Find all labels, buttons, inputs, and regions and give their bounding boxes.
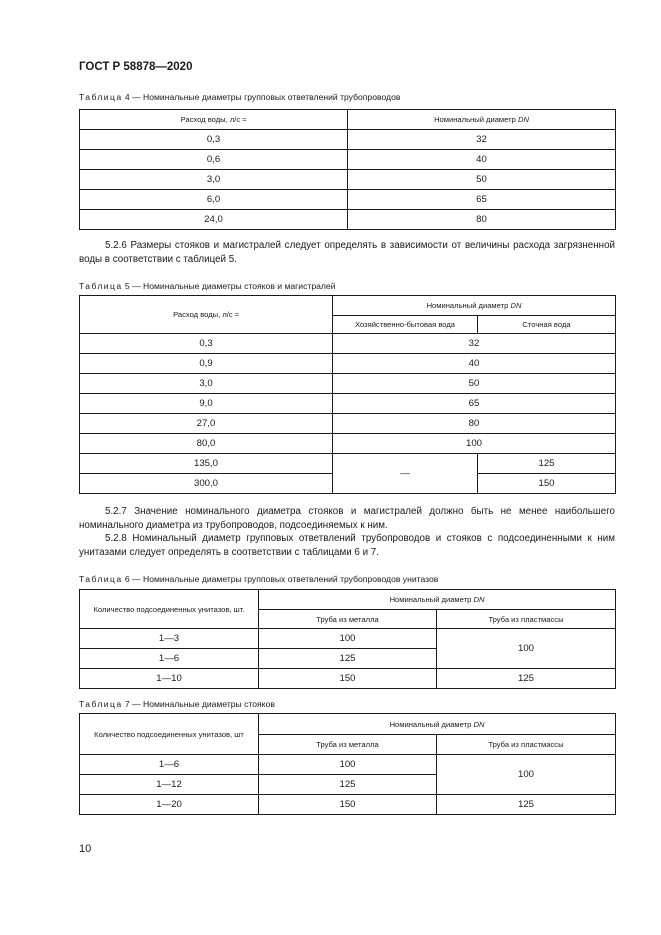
table7-col-plastic: Труба из пластмассы	[437, 735, 616, 755]
table-row	[80, 454, 616, 474]
table5-dn: 50	[333, 374, 616, 394]
table5-flow: 27,0	[80, 414, 333, 434]
table4-flow: 24,0	[80, 210, 348, 230]
paragraphs-5-2-7-5-2-8	[79, 505, 615, 559]
paragraph-5-2-6	[79, 239, 615, 266]
table6-col-dn-symbol: DN	[473, 595, 485, 604]
table4-dn: 65	[348, 190, 616, 210]
table-row	[80, 354, 616, 374]
table7-col-count: Количество подсоединенных унитазов, шт	[80, 714, 259, 755]
table4-col-dn	[348, 110, 616, 130]
table4-caption	[79, 92, 400, 102]
table4-caption-text: 4 — Номинальные диаметры групповых ответвлений трубопроводов	[124, 92, 401, 102]
paragraph-5-2-6-text: 5.2.6 Размеры стояков и магистралей следует определять в зависимости от величины расхода загрязненной воды в соответствии с таблицей 5.	[79, 240, 615, 265]
table5-caption-text: 5 — Номинальные диаметры стояков и магистралей	[124, 281, 336, 291]
table6-metal-dn: 125	[259, 649, 437, 669]
table6-plastic-dn: 100	[437, 629, 616, 669]
table6-col-dn-text: Номинальный диаметр	[389, 595, 472, 604]
table7-metal-dn: 125	[259, 775, 437, 795]
table-row	[80, 394, 616, 414]
table-row	[80, 414, 616, 434]
table5-flow: 0,9	[80, 354, 333, 374]
table-row	[80, 210, 616, 230]
table7-col-metal: Труба из металла	[259, 735, 437, 755]
table5-flow: 300,0	[80, 474, 333, 494]
table6	[79, 589, 616, 689]
table7-col-dn-symbol: DN	[473, 719, 485, 729]
table5-col-dn-group	[333, 296, 616, 316]
table-row	[80, 434, 616, 454]
table5-col-domestic: Хозяйственно-бытовая вода	[333, 316, 478, 334]
table7-metal-dn: 100	[259, 755, 437, 775]
table6-col-count: Количество подсоединенных унитазов, шт.	[80, 590, 259, 629]
table5-col-waste: Сточная вода	[478, 316, 616, 334]
table6-col-metal: Труба из металла	[259, 610, 437, 629]
table5-col-flow: Расход воды, л/с ≈	[80, 296, 333, 334]
table7-count: 1—20	[80, 795, 259, 815]
table-row	[80, 755, 616, 775]
table4-caption-word: Таблица	[79, 92, 123, 102]
table5-dn: 32	[333, 334, 616, 354]
table7-col-dn-group	[259, 714, 616, 735]
table5	[79, 295, 616, 494]
table7-count: 1—12	[80, 775, 259, 795]
table6-col-plastic: Труба из пластмассы	[437, 610, 616, 629]
table7-count: 1—6	[80, 755, 259, 775]
table5-col-dn-text: Номинальный диаметр	[426, 301, 509, 310]
table5-flow: 80,0	[80, 434, 333, 454]
paragraph-5-2-8-text: 5.2.8 Номинальный диаметр групповых ответвлений трубопроводов и стояков с подсоединенными к ним унитазами следует определять в соответствии с таблицами 6 и 7.	[79, 533, 615, 558]
table5-flow: 0,3	[80, 334, 333, 354]
table4-flow: 0,3	[80, 130, 348, 150]
table-row	[80, 130, 616, 150]
table6-col-dn-group	[259, 590, 616, 610]
table4-dn: 32	[348, 130, 616, 150]
table4-flow: 6,0	[80, 190, 348, 210]
table4-flow: 0,6	[80, 150, 348, 170]
table5-waste-dn: 125	[478, 454, 616, 474]
table4	[79, 109, 616, 230]
table-row	[80, 629, 616, 649]
table5-dn: 40	[333, 354, 616, 374]
table6-count: 1—10	[80, 669, 259, 689]
table7-caption-text: 7 — Номинальные диаметры стояков	[124, 699, 275, 709]
table5-dn: 100	[333, 434, 616, 454]
table4-flow: 3,0	[80, 170, 348, 190]
table7-plastic-dn: 100	[437, 755, 616, 795]
table5-col-dn-symbol: DN	[510, 301, 522, 310]
table4-col-flow: Расход воды, л/с ≈	[80, 110, 348, 130]
table7	[79, 713, 616, 815]
table7-metal-dn: 150	[259, 795, 437, 815]
document-header: ГОСТ Р 58878—2020	[79, 61, 193, 73]
table-row	[80, 334, 616, 354]
table4-dn: 50	[348, 170, 616, 190]
table4-col-dn-symbol: DN	[517, 115, 529, 124]
table6-metal-dn: 100	[259, 629, 437, 649]
table6-caption-word: Таблица	[79, 574, 123, 584]
table5-flow: 135,0	[80, 454, 333, 474]
table6-plastic-dn: 125	[437, 669, 616, 689]
table5-caption	[79, 281, 335, 291]
table5-dn: 65	[333, 394, 616, 414]
table5-waste-dn: 150	[478, 474, 616, 494]
table5-dn: 80	[333, 414, 616, 434]
page-number: 10	[79, 843, 92, 855]
table-row	[80, 669, 616, 689]
table-row	[80, 374, 616, 394]
table7-plastic-dn: 125	[437, 795, 616, 815]
table6-metal-dn: 150	[259, 669, 437, 689]
table4-dn: 80	[348, 210, 616, 230]
table5-caption-word: Таблица	[79, 281, 123, 291]
table6-count: 1—3	[80, 629, 259, 649]
table5-flow: 9,0	[80, 394, 333, 414]
table7-caption	[79, 699, 275, 709]
table-row	[80, 150, 616, 170]
table-row	[80, 190, 616, 210]
paragraph-5-2-7-text: 5.2.7 Значение номинального диаметра стояков и магистралей должно быть не менее наибольшего номинального диаметра из трубопроводов, подсоединяемых к ним.	[79, 506, 615, 531]
table5-flow: 3,0	[80, 374, 333, 394]
table4-dn: 40	[348, 150, 616, 170]
table-row	[80, 795, 616, 815]
table6-caption-text: 6 — Номинальные диаметры групповых ответвлений трубопроводов унитазов	[124, 574, 439, 584]
table7-col-dn-text: Номинальный диаметр	[389, 719, 472, 729]
table5-domestic-dash: —	[333, 454, 478, 494]
table6-caption	[79, 574, 438, 584]
table7-caption-word: Таблица	[79, 699, 123, 709]
table4-col-dn-text: Номинальный диаметр	[434, 115, 516, 124]
table-row	[80, 170, 616, 190]
table6-count: 1—6	[80, 649, 259, 669]
